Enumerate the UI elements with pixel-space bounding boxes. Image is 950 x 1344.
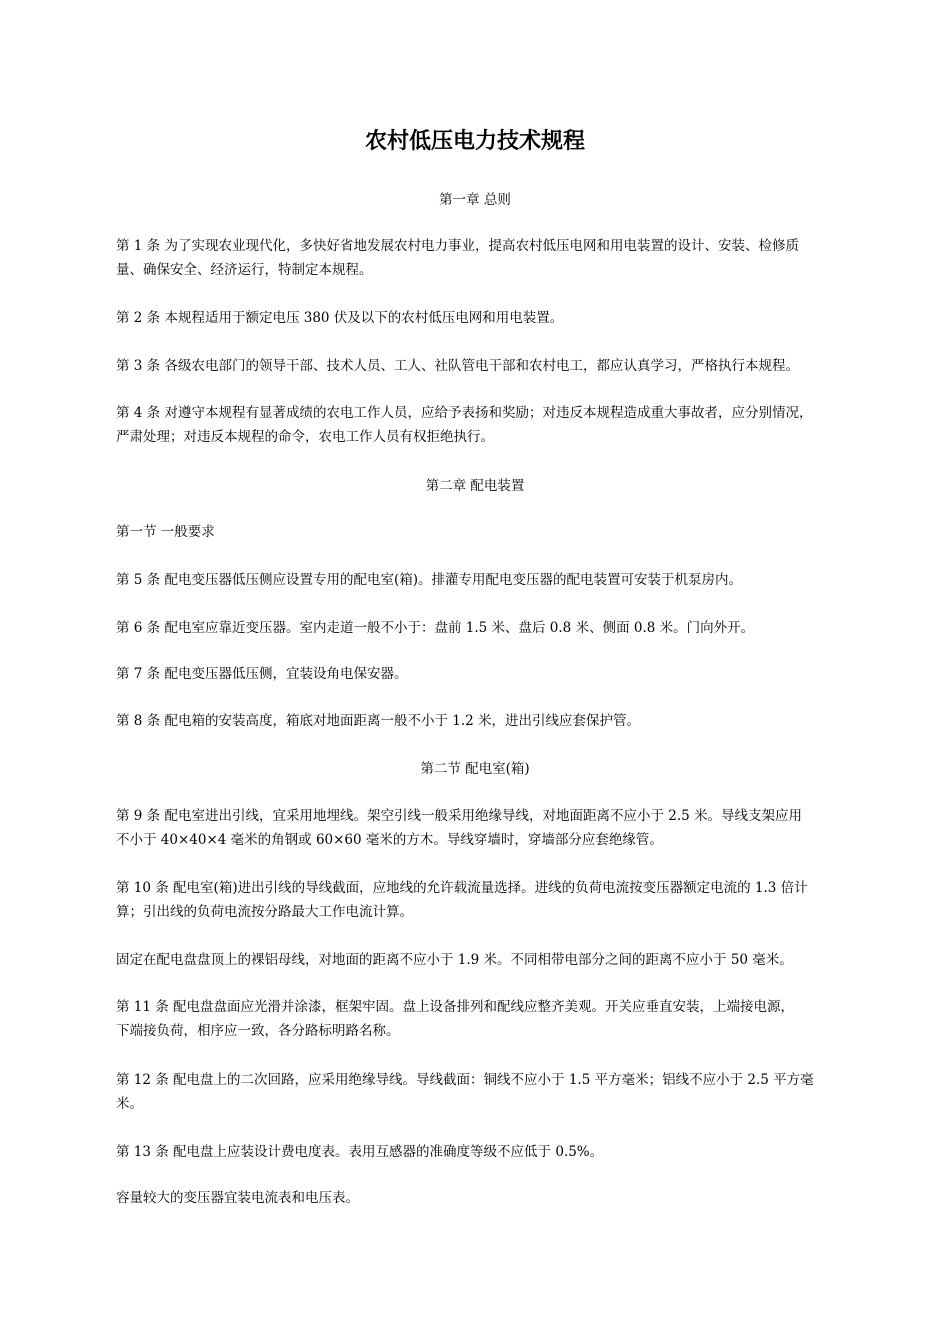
article-9-line-2: 不小于 40×40×4 毫米的角钢或 60×60 毫米的方木。导线穿墙时，穿墙部分应套绝缘管。 — [116, 832, 663, 848]
article-10-line-1: 第 10 条 配电室(箱)进出引线的导线截面，应地线的允许载流量选择。进线的负荷电流按变压器额定电流的 1.3 倍计 — [116, 880, 808, 896]
article-6: 第 6 条 配电室应靠近变压器。室内走道一般不小于：盘前 1.5 米、盘后 0.8 米、侧面 0.8 米。门向外开。 — [116, 620, 755, 636]
article-11-line-2: 下端接负荷，相序应一致，各分路标明路名称。 — [116, 1023, 400, 1039]
article-12-line-1: 第 12 条 配电盘上的二次回路，应采用绝缘导线。导线截面：铜线不应小于 1.5 平方毫米；铝线不应小于 2.5 平方毫 — [116, 1072, 814, 1088]
busbar-paragraph: 固定在配电盘盘顶上的裸铝母线，对地面的距离不应小于 1.9 米。不同相带电部分之间的距离不应小于 50 毫米。 — [116, 952, 793, 968]
article-4-line-1: 第 4 条 对遵守本规程有显著成绩的农电工作人员，应给予表扬和奖励；对违反本规程造成重大事故者，应分别情况， — [116, 405, 813, 421]
article-12-line-2: 米。 — [116, 1096, 143, 1112]
section-2-heading: 第二节 配电室(箱) — [420, 761, 530, 777]
article-4-line-2: 严肃处理；对违反本规程的命令，农电工作人员有权拒绝执行。 — [116, 429, 494, 445]
article-10-line-2: 算；引出线的负荷电流按分路最大工作电流计算。 — [116, 904, 413, 920]
article-9-line-1: 第 9 条 配电室进出引线，宜采用地埋线。架空引线一般采用绝缘导线，对地面距离不应小于 2.5 米。导线支架应用 — [116, 808, 803, 824]
article-3: 第 3 条 各级农电部门的领导干部、技术人员、工人、社队管电干部和农村电工，都应认真学习，严格执行本规程。 — [116, 358, 799, 374]
article-11-line-1: 第 11 条 配电盘盘面应光滑并涂漆，框架牢固。盘上设备排列和配线应整齐美观。开关应垂直安装，上端接电源， — [116, 999, 795, 1015]
article-1-line-2: 量、确保安全、经济运行，特制定本规程。 — [116, 262, 373, 278]
meters-paragraph: 容量较大的变压器宜装电流表和电压表。 — [116, 1190, 359, 1206]
chapter-1-heading: 第一章 总则 — [439, 192, 511, 208]
article-8: 第 8 条 配电箱的安装高度，箱底对地面距离一般不小于 1.2 米，进出引线应套保护管。 — [116, 713, 641, 729]
section-1-heading: 第一节 一般要求 — [116, 524, 215, 540]
chapter-2-heading: 第二章 配电装置 — [425, 478, 525, 494]
article-2: 第 2 条 本规程适用于额定电压 380 伏及以下的农村低压电网和用电装置。 — [116, 310, 564, 326]
document-title: 农村低压电力技术规程 — [364, 129, 585, 154]
article-13: 第 13 条 配电盘上应装设计费电度表。表用互感器的准确度等级不应低于 0.5%。 — [116, 1144, 604, 1160]
article-7: 第 7 条 配电变压器低压侧，宜装设角电保安器。 — [116, 666, 408, 682]
article-5: 第 5 条 配电变压器低压侧应设置专用的配电室(箱)。排灌专用配电变压器的配电装置可安装于机泵房内。 — [116, 572, 742, 588]
article-1-line-1: 第 1 条 为了实现农业现代化，多快好省地发展农村电力事业，提高农村低压电网和用电装置的设计、安装、检修质 — [116, 238, 799, 254]
